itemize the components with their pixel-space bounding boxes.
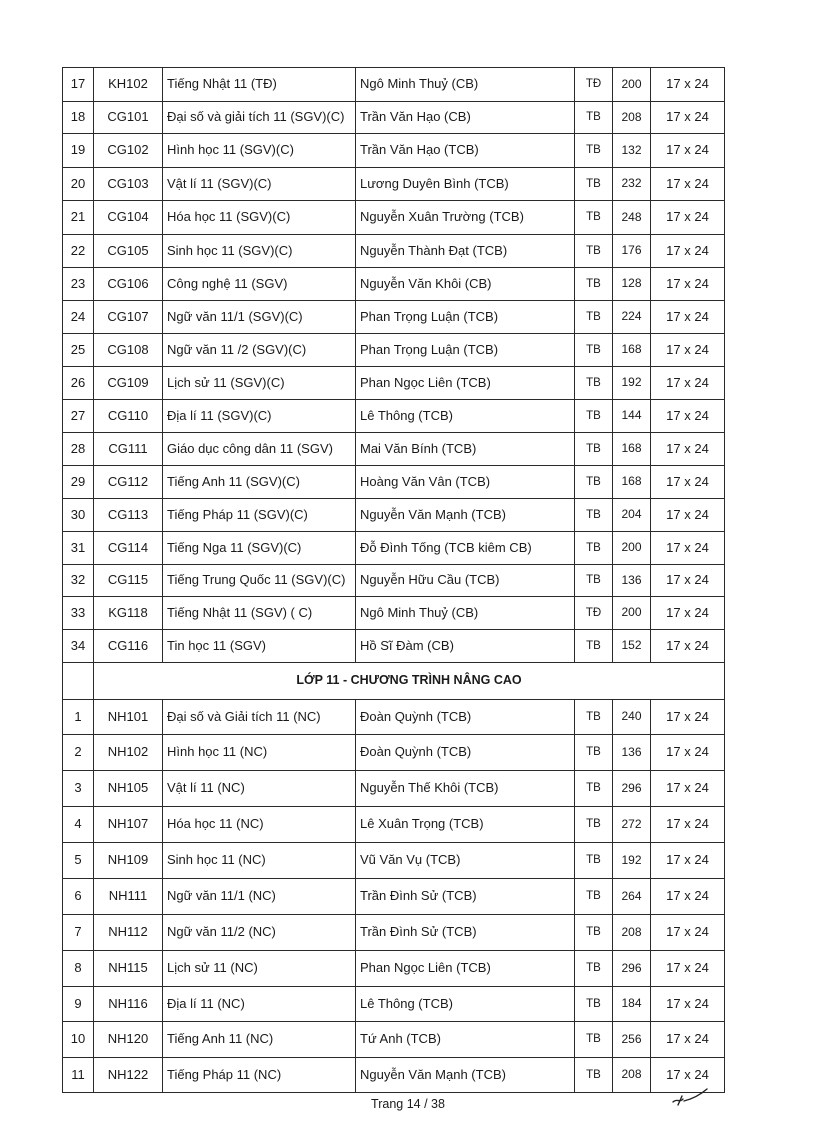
book-size: 17 x 24: [651, 68, 725, 102]
page-count: 152: [613, 630, 651, 663]
book-code: NH111: [94, 879, 163, 915]
page-count: 168: [613, 466, 651, 499]
page-count: 192: [613, 843, 651, 879]
handwritten-initial-mark: [670, 1087, 710, 1109]
book-author: Đoàn Quỳnh (TCB): [356, 700, 575, 735]
book-type: TB: [575, 301, 613, 334]
book-author: Phan Ngọc Liên (TCB): [356, 951, 575, 987]
book-type: TB: [575, 168, 613, 201]
table-body-top: [63, 68, 725, 663]
book-type: TB: [575, 466, 613, 499]
book-code: CG113: [94, 499, 163, 532]
book-code: NH122: [94, 1058, 163, 1093]
book-type: TB: [575, 951, 613, 987]
book-type: TB: [575, 134, 613, 168]
book-code: CG111: [94, 433, 163, 466]
table-row: [63, 1058, 725, 1093]
book-size: 17 x 24: [651, 565, 725, 597]
table-row: [63, 102, 725, 134]
page-count: 232: [613, 168, 651, 201]
row-number: 31: [63, 532, 94, 565]
book-size: 17 x 24: [651, 735, 725, 771]
book-author: Vũ Văn Vụ (TCB): [356, 843, 575, 879]
book-author: Tứ Anh (TCB): [356, 1022, 575, 1058]
book-title: Tiếng Nga 11 (SGV)(C): [163, 532, 356, 565]
book-type: TB: [575, 102, 613, 134]
book-size: 17 x 24: [651, 301, 725, 334]
book-title: Lịch sử 11 (NC): [163, 951, 356, 987]
table-row: [63, 807, 725, 843]
table-row: [63, 565, 725, 597]
table-row: [63, 268, 725, 301]
table-row: [63, 597, 725, 630]
book-size: 17 x 24: [651, 102, 725, 134]
page-count: 132: [613, 134, 651, 168]
book-title: Hình học 11 (NC): [163, 735, 356, 771]
book-author: Phan Ngọc Liên (TCB): [356, 367, 575, 400]
book-author: Nguyễn Văn Khôi (CB): [356, 268, 575, 301]
book-size: 17 x 24: [651, 499, 725, 532]
page-count: 224: [613, 301, 651, 334]
table-row: [63, 334, 725, 367]
table-body-bottom: [63, 700, 725, 1093]
book-author: Lê Thông (TCB): [356, 400, 575, 433]
book-code: CG102: [94, 134, 163, 168]
book-author: Trần Đình Sử (TCB): [356, 879, 575, 915]
row-number: 22: [63, 235, 94, 268]
book-author: Nguyễn Hữu Cầu (TCB): [356, 565, 575, 597]
table-row: [63, 301, 725, 334]
book-code: NH109: [94, 843, 163, 879]
book-type: TB: [575, 1058, 613, 1093]
table-row: [63, 700, 725, 735]
table-row: [63, 915, 725, 951]
book-title: Lịch sử 11 (SGV)(C): [163, 367, 356, 400]
page-count: 184: [613, 987, 651, 1022]
book-type: TB: [575, 235, 613, 268]
book-code: CG110: [94, 400, 163, 433]
page-count: 168: [613, 433, 651, 466]
book-type: TB: [575, 843, 613, 879]
table-row: [63, 630, 725, 663]
book-size: 17 x 24: [651, 807, 725, 843]
row-number: 23: [63, 268, 94, 301]
book-title: Địa lí 11 (NC): [163, 987, 356, 1022]
textbook-table: [62, 67, 725, 1093]
page-count: 200: [613, 532, 651, 565]
book-code: CG112: [94, 466, 163, 499]
book-code: CG101: [94, 102, 163, 134]
book-author: Hồ Sĩ Đàm (CB): [356, 630, 575, 663]
book-type: TB: [575, 201, 613, 235]
page-count: 144: [613, 400, 651, 433]
book-title: Tin học 11 (SGV): [163, 630, 356, 663]
row-number: 10: [63, 1022, 94, 1058]
page-count: 264: [613, 879, 651, 915]
book-type: TB: [575, 915, 613, 951]
table-row: [63, 68, 725, 102]
book-type: TB: [575, 532, 613, 565]
book-title: Vật lí 11 (SGV)(C): [163, 168, 356, 201]
book-size: 17 x 24: [651, 843, 725, 879]
book-type: TĐ: [575, 597, 613, 630]
book-title: Tiếng Nhật 11 (TĐ): [163, 68, 356, 102]
table-row: [63, 466, 725, 499]
table-row: [63, 951, 725, 987]
book-title: Địa lí 11 (SGV)(C): [163, 400, 356, 433]
row-number: 30: [63, 499, 94, 532]
page-number: Trang 14 / 38: [371, 1097, 445, 1111]
page-count: 128: [613, 268, 651, 301]
row-number: 28: [63, 433, 94, 466]
book-title: Vật lí 11 (NC): [163, 771, 356, 807]
book-size: 17 x 24: [651, 466, 725, 499]
book-author: Nguyễn Thành Đạt (TCB): [356, 235, 575, 268]
book-author: Phan Trọng Luận (TCB): [356, 334, 575, 367]
page-count: 136: [613, 735, 651, 771]
book-size: 17 x 24: [651, 134, 725, 168]
row-number: 5: [63, 843, 94, 879]
book-code: CG116: [94, 630, 163, 663]
book-type: TB: [575, 735, 613, 771]
book-size: 17 x 24: [651, 334, 725, 367]
row-number: 17: [63, 68, 94, 102]
book-type: TB: [575, 400, 613, 433]
row-number: 26: [63, 367, 94, 400]
page-count: 240: [613, 700, 651, 735]
book-type: TB: [575, 334, 613, 367]
book-size: 17 x 24: [651, 771, 725, 807]
book-title: Tiếng Anh 11 (SGV)(C): [163, 466, 356, 499]
table-row: [63, 201, 725, 235]
book-title: Đại số và Giải tích 11 (NC): [163, 700, 356, 735]
row-number: 2: [63, 735, 94, 771]
book-size: 17 x 24: [651, 630, 725, 663]
row-number: 18: [63, 102, 94, 134]
page-count: 256: [613, 1022, 651, 1058]
book-title: Ngữ văn 11 /2 (SGV)(C): [163, 334, 356, 367]
book-title: Giáo dục công dân 11 (SGV): [163, 433, 356, 466]
book-author: Ngô Minh Thuỷ (CB): [356, 68, 575, 102]
book-code: NH101: [94, 700, 163, 735]
book-type: TĐ: [575, 68, 613, 102]
book-title: Hóa học 11 (NC): [163, 807, 356, 843]
book-title: Tiếng Trung Quốc 11 (SGV)(C): [163, 565, 356, 597]
table-row: [63, 433, 725, 466]
table-row: [63, 168, 725, 201]
book-author: Nguyễn Thế Khôi (TCB): [356, 771, 575, 807]
book-code: NH116: [94, 987, 163, 1022]
book-size: 17 x 24: [651, 367, 725, 400]
table-row: [63, 134, 725, 168]
row-number: 34: [63, 630, 94, 663]
page-count: 208: [613, 1058, 651, 1093]
book-title: Công nghệ 11 (SGV): [163, 268, 356, 301]
book-code: NH120: [94, 1022, 163, 1058]
page-count: 192: [613, 367, 651, 400]
row-number: 6: [63, 879, 94, 915]
book-code: NH102: [94, 735, 163, 771]
row-number: 29: [63, 466, 94, 499]
book-size: 17 x 24: [651, 400, 725, 433]
row-number: 3: [63, 771, 94, 807]
book-author: Nguyễn Văn Mạnh (TCB): [356, 1058, 575, 1093]
page-count: 296: [613, 951, 651, 987]
book-author: Đoàn Quỳnh (TCB): [356, 735, 575, 771]
book-size: 17 x 24: [651, 268, 725, 301]
row-number: 8: [63, 951, 94, 987]
book-type: TB: [575, 987, 613, 1022]
book-code: CG114: [94, 532, 163, 565]
row-number: 11: [63, 1058, 94, 1093]
book-type: TB: [575, 565, 613, 597]
table-row: [63, 235, 725, 268]
book-title: Tiếng Pháp 11 (SGV)(C): [163, 499, 356, 532]
book-size: 17 x 24: [651, 201, 725, 235]
page-count: 136: [613, 565, 651, 597]
book-author: Trần Đình Sử (TCB): [356, 915, 575, 951]
page-count: 204: [613, 499, 651, 532]
book-code: CG109: [94, 367, 163, 400]
book-author: Nguyễn Văn Mạnh (TCB): [356, 499, 575, 532]
table-row: [63, 987, 725, 1022]
book-title: Sinh học 11 (NC): [163, 843, 356, 879]
book-author: Ngô Minh Thuỷ (CB): [356, 597, 575, 630]
book-size: 17 x 24: [651, 987, 725, 1022]
book-type: TB: [575, 630, 613, 663]
book-author: Mai Văn Bính (TCB): [356, 433, 575, 466]
table-row: [63, 879, 725, 915]
book-size: 17 x 24: [651, 433, 725, 466]
row-number: 24: [63, 301, 94, 334]
page-count: 200: [613, 597, 651, 630]
book-size: 17 x 24: [651, 1022, 725, 1058]
book-title: Hóa học 11 (SGV)(C): [163, 201, 356, 235]
book-code: CG107: [94, 301, 163, 334]
book-size: 17 x 24: [651, 879, 725, 915]
page-count: 272: [613, 807, 651, 843]
book-code: CG104: [94, 201, 163, 235]
book-title: Tiếng Pháp 11 (NC): [163, 1058, 356, 1093]
book-type: TB: [575, 499, 613, 532]
table-row: [63, 499, 725, 532]
table-row: [63, 532, 725, 565]
table-row: [63, 1022, 725, 1058]
page-count: 176: [613, 235, 651, 268]
row-number: 7: [63, 915, 94, 951]
book-author: Lương Duyên Bình (TCB): [356, 168, 575, 201]
book-type: TB: [575, 433, 613, 466]
book-size: 17 x 24: [651, 700, 725, 735]
book-size: 17 x 24: [651, 951, 725, 987]
book-size: 17 x 24: [651, 1058, 725, 1093]
book-title: Ngữ văn 11/1 (SGV)(C): [163, 301, 356, 334]
table-row: [63, 367, 725, 400]
section-title: LỚP 11 - CHƯƠNG TRÌNH NÂNG CAO: [94, 663, 725, 700]
book-title: Sinh học 11 (SGV)(C): [163, 235, 356, 268]
book-author: Nguyễn Xuân Trường (TCB): [356, 201, 575, 235]
book-type: TB: [575, 268, 613, 301]
book-author: Trần Văn Hạo (TCB): [356, 134, 575, 168]
book-size: 17 x 24: [651, 235, 725, 268]
book-type: TB: [575, 700, 613, 735]
book-code: NH107: [94, 807, 163, 843]
row-number: 33: [63, 597, 94, 630]
book-title: Tiếng Nhật 11 (SGV) ( C): [163, 597, 356, 630]
row-number: 1: [63, 700, 94, 735]
page-count: 208: [613, 915, 651, 951]
book-size: 17 x 24: [651, 168, 725, 201]
row-number: 25: [63, 334, 94, 367]
book-title: Tiếng Anh 11 (NC): [163, 1022, 356, 1058]
book-author: Đỗ Đình Tống (TCB kiêm CB): [356, 532, 575, 565]
row-number: 27: [63, 400, 94, 433]
book-size: 17 x 24: [651, 532, 725, 565]
book-author: Phan Trọng Luận (TCB): [356, 301, 575, 334]
section-header: [63, 663, 725, 700]
book-size: 17 x 24: [651, 915, 725, 951]
table-row: [63, 400, 725, 433]
table-row: [63, 735, 725, 771]
page-count: 208: [613, 102, 651, 134]
book-title: Đại số và giải tích 11 (SGV)(C): [163, 102, 356, 134]
book-title: Hình học 11 (SGV)(C): [163, 134, 356, 168]
page-count: 296: [613, 771, 651, 807]
book-size: 17 x 24: [651, 597, 725, 630]
page-count: 248: [613, 201, 651, 235]
row-number: 20: [63, 168, 94, 201]
book-type: TB: [575, 1022, 613, 1058]
book-code: KH102: [94, 68, 163, 102]
book-author: Hoàng Văn Vân (TCB): [356, 466, 575, 499]
book-title: Ngữ văn 11/1 (NC): [163, 879, 356, 915]
row-number: 19: [63, 134, 94, 168]
book-code: KG118: [94, 597, 163, 630]
book-type: TB: [575, 367, 613, 400]
book-author: Lê Xuân Trọng (TCB): [356, 807, 575, 843]
book-code: CG103: [94, 168, 163, 201]
table-row: [63, 771, 725, 807]
book-author: Lê Thông (TCB): [356, 987, 575, 1022]
row-number: 9: [63, 987, 94, 1022]
row-number: 21: [63, 201, 94, 235]
book-type: TB: [575, 771, 613, 807]
book-code: CG105: [94, 235, 163, 268]
row-number: 32: [63, 565, 94, 597]
book-code: NH112: [94, 915, 163, 951]
book-title: Ngữ văn 11/2 (NC): [163, 915, 356, 951]
book-author: Trần Văn Hạo (CB): [356, 102, 575, 134]
page-count: 200: [613, 68, 651, 102]
book-type: TB: [575, 807, 613, 843]
table-row: [63, 843, 725, 879]
book-type: TB: [575, 879, 613, 915]
book-code: CG108: [94, 334, 163, 367]
book-code: CG106: [94, 268, 163, 301]
book-code: NH105: [94, 771, 163, 807]
page-count: 168: [613, 334, 651, 367]
book-code: NH115: [94, 951, 163, 987]
row-number: 4: [63, 807, 94, 843]
book-code: CG115: [94, 565, 163, 597]
